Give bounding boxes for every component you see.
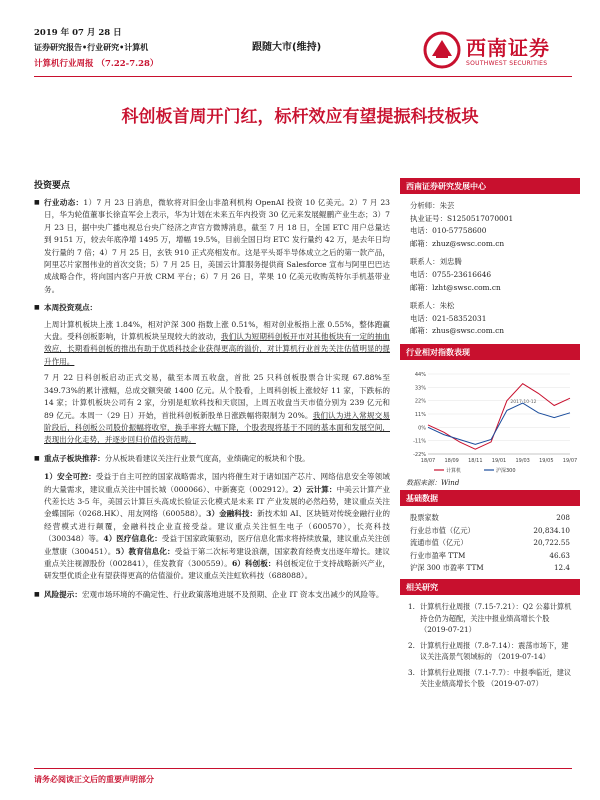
table-row <box>410 562 570 575</box>
analyst-2 <box>410 256 570 294</box>
related-text: 计算机行业周报（7.15-7.21）：Q2 公募计算机持仓仍为超配，关注中报业绩高增长个股 （2019-07-21） <box>420 601 572 635</box>
related-item[interactable] <box>408 640 572 663</box>
x-tick-label: 19/03 <box>515 457 530 464</box>
analyst-line: 分析师：朱芸 <box>410 201 455 210</box>
y-tick-label: 33% <box>414 385 426 392</box>
related-text: 计算机行业周报（7.8-7.14）：震荡市场下，建议关注高景气领域标的 （2019-07-14） <box>420 640 569 662</box>
related-num: 1. <box>408 601 415 611</box>
page-title: 科创板首周开门红，标杆效应有望提振科技板块 <box>121 107 479 127</box>
x-tick-label: 19/05 <box>539 457 554 464</box>
investment-view <box>34 302 390 314</box>
team-head: 西南证券研究发展中心 <box>400 178 580 194</box>
logo <box>422 28 572 72</box>
analyst-line: 执业证号：S1250517070001 <box>410 213 514 223</box>
focus-4-label: 4）医疗信息化： <box>103 534 162 544</box>
chart-head: 行业相对指数表现 <box>400 344 580 360</box>
report-weekly: 计算机行业周报 （7.22-7.28） <box>34 59 159 69</box>
rating: 跟随大市(维持) <box>252 42 322 53</box>
report-category: 证券研究报告•行业研究•计算机 <box>34 42 149 52</box>
x-tick-label: 19/07 <box>562 457 578 464</box>
industry-label: 行业动态： <box>44 198 84 207</box>
focus-2-text: 中美云计算产业代差长达 3-5 年，美国云计算巨头高成长验证云化模式是未来 IT 产业发展的必然趋势，建议重点关注金蝶国际（0268.HK）、用友网络（600588）。 <box>44 484 390 519</box>
table-row <box>410 512 570 525</box>
analyst-line: 邮箱：lzht@swsc.com.cn <box>410 282 501 292</box>
analyst-line: 联系人：刘忠腾 <box>410 257 462 267</box>
focus-label: 重点子板块推荐： <box>44 453 105 463</box>
row-value: 46.63 <box>549 550 570 560</box>
row-key: 股票家数 <box>410 512 439 522</box>
analyst-list <box>400 194 580 338</box>
row-key: 行业市盈率 TTM <box>410 550 466 560</box>
focus-6-text: 科创板定位于支持战略新兴产业，研发型优质企业有望获得更高的估值溢价。建议重点关注虹软科技（688088）。 <box>44 558 391 581</box>
row-key: 流通市值（亿元） <box>410 538 468 548</box>
review-p1-underline: 我们认为短期科创板开市对其他板块有一定的抽血效应，长期看科创板的推出有助于优质科技企业获得更高的溢价，对计算机行业首先关注估值明显的提升作用。 <box>44 332 391 366</box>
risk-text: 宏观市场环境的不确定性、行业政策落地进展不及预期、企业 IT 资本支出减少的风险等。 <box>81 589 384 599</box>
y-tick-label: 22% <box>414 398 426 405</box>
y-tick-label: 0% <box>418 425 426 432</box>
risk-warning <box>34 589 390 601</box>
y-tick-label: -11% <box>413 438 426 445</box>
y-tick-label: 11% <box>414 411 426 418</box>
row-value: 20,722.55 <box>533 538 570 548</box>
highlight-date-label: 2017-10-12 <box>510 400 537 406</box>
chart-svg <box>406 366 578 476</box>
related-list <box>400 595 580 690</box>
focus-intro: 分从板块看建议关注行业景气度高，业绩确定的板块和个股。 <box>104 453 310 463</box>
review-p1-text: 上周计算机板块上涨 1.84%，相对沪深 300 指数上涨 0.51%，相对创业板指上涨 0.55%，整体跑赢大盘。受科创板影响，计算机板块呈现较大的波动， <box>44 319 390 342</box>
related-head: 相关研究 <box>400 579 580 595</box>
sub-sector-recommend <box>34 453 390 465</box>
focus-3-label: 3）金融科技： <box>206 509 258 519</box>
industry-dynamics <box>34 197 390 296</box>
row-key: 行业总市值（亿元） <box>410 525 475 535</box>
footer-disclaimer: 请务必阅读正文后的重要声明部分 <box>34 774 154 784</box>
x-tick-label: 18/07 <box>420 457 436 464</box>
logo-name: 西南证券 <box>466 36 550 60</box>
basic-head: 基础数据 <box>400 490 580 506</box>
focus-6-label: 6）科创板： <box>231 558 276 568</box>
related-text: 计算机行业周报（7.1-7.7）：中报季临近，建议关注业绩高增长个股 （2019-07-07） <box>420 667 572 689</box>
related-item[interactable] <box>408 667 572 690</box>
footer-divider <box>34 768 572 769</box>
industry-text: 1）7 月 23 日消息，微软将对旧金山非盈利机构 OpenAI 投资 10 亿美元。2）7 月 23 日，华为轮值董事长徐直军会上表示，华为计划在未来五年内投资 30 亿元来发展鲲鹏产业生态；3）7 月 23 日，据中央广播电视总台央广经济之声官方微博消息，截至 7 月 18 日，全国 ETC 用户总量达到 9151 万，较去年底净增 1495 万，增幅 19.5%，目前全国日均 ETC 发行量约 42 万，是去年日均发行量的 7 倍；4）7 月 25 日，玄铁 910 正式亮相发布。这是平头哥半导体成立之后的第一款产品，阿里芯片家图伟业的首次交货；5）7 月 25 日，美国云计算服务提供商 Salesforce 宣布与阿里巴巴达成战略合作，将向国内客户开放 CRM 平台；6）7 月 26 日，苹果 10 亿美元收购英特尔手机基带业务。 <box>44 198 391 294</box>
y-tick-label: -22% <box>413 451 426 458</box>
row-value: 20,834.10 <box>533 525 570 535</box>
series-line <box>428 403 570 444</box>
analyst-line: 联系人：朱松 <box>410 301 455 311</box>
review-paragraph-2 <box>34 372 390 446</box>
table-row <box>410 525 570 538</box>
review-p2-text: 7 月 22 日科创板启动正式交易，截至本周五收盘，首批 25 只科创板股票合计实现 67.88%至 349.73%的累计涨幅，总成交额突破 1400 亿元。从个股看，上周科创板上涨较好 11 家，下跌标的 14 家；计算机板块公司有 2 家，分别是虹软科技和天宸国，上周五收盘当天市值分别为 239 亿元和 89 亿元。本周一（29 日）开始，首批科创板新股单日涨跌幅将限制为 20%。 <box>44 373 390 420</box>
risk-label: 风险提示： <box>44 589 82 599</box>
legend-label: 沪深300 <box>496 467 516 474</box>
header-divider <box>34 76 572 77</box>
related-num: 3. <box>408 667 415 677</box>
row-key: 沪深 300 市盈率 TTM <box>410 563 484 573</box>
focus-2-label: 2）云计算： <box>293 484 337 494</box>
row-value: 12.4 <box>553 563 570 573</box>
analyst-1 <box>410 200 570 250</box>
related-num: 2. <box>408 640 415 650</box>
analyst-3 <box>410 300 570 338</box>
analyst-line: 邮箱：zhuz@swsc.com.cn <box>410 238 505 248</box>
focus-5-text: 受益于第二次标考建设浪潮，国家教育经费支出逐年增长。建议重点关注视源股份（002841），佳发教育（300559）。 <box>44 546 390 568</box>
analyst-line: 电话：0755-23616646 <box>410 269 492 279</box>
section-head: 投资要点 <box>34 181 71 191</box>
sidebar <box>400 178 580 694</box>
y-tick-label: 44% <box>414 371 426 378</box>
logo-emblem-icon <box>422 30 462 70</box>
logo-en: SOUTHWEST SECURITIES <box>466 60 548 67</box>
chart-source: 数据来源：Wind <box>406 478 460 487</box>
focus-body <box>34 471 390 583</box>
report-date: 2019 年 07 月 28 日 <box>34 28 122 38</box>
focus-3-text: 新技术如 AI、区块链对传统金融行业的经营模式进行颠覆，金融科技企业直接受益。建议重点关注恒生电子（600570），长亮科技（300348）等。 <box>44 509 390 544</box>
basic-data-table <box>400 506 580 579</box>
main-content <box>34 178 390 601</box>
table-row <box>410 537 570 550</box>
review-paragraph-1 <box>34 319 390 369</box>
focus-4-text: 受益于国家政策驱动，医疗信息化需求将持续放量，建议重点关注创业慧康（300451）。 <box>44 534 390 556</box>
table-row <box>410 550 570 563</box>
review-p2-underline: 我们认为进入常规交易阶段后，科创板公司股价振幅将收窄，换手率将大幅下降，个股表现将基于不同的基本面和发展空间，表现出分化走势，并逐步回归价值投资范畴。 <box>44 410 390 445</box>
review-label: 本周投资观点： <box>44 303 98 313</box>
focus-1-label: 1）安全可控： <box>44 472 96 482</box>
analyst-line: 电话：010-57758600 <box>410 226 487 236</box>
x-tick-label: 19/01 <box>491 457 507 464</box>
related-item[interactable] <box>408 601 572 636</box>
focus-1-text: 受益于自主可控的国家战略需求，国内将催生对于诸如国产芯片、网络信息安全等领域的大量需求，建议重点关注中国长城（000066）、中新赛克（002912）。 <box>44 472 390 494</box>
legend-label: 计算机 <box>446 467 462 474</box>
row-value: 208 <box>556 512 570 522</box>
x-tick-label: 18/11 <box>468 457 483 464</box>
x-tick-label: 18/09 <box>444 457 459 464</box>
analyst-line: 电话：021-58352031 <box>410 313 487 323</box>
relative-index-chart <box>406 366 578 476</box>
analyst-line: 邮箱：zhus@swsc.com.cn <box>410 326 505 336</box>
focus-5-label: 5）教育信息化： <box>115 546 175 556</box>
